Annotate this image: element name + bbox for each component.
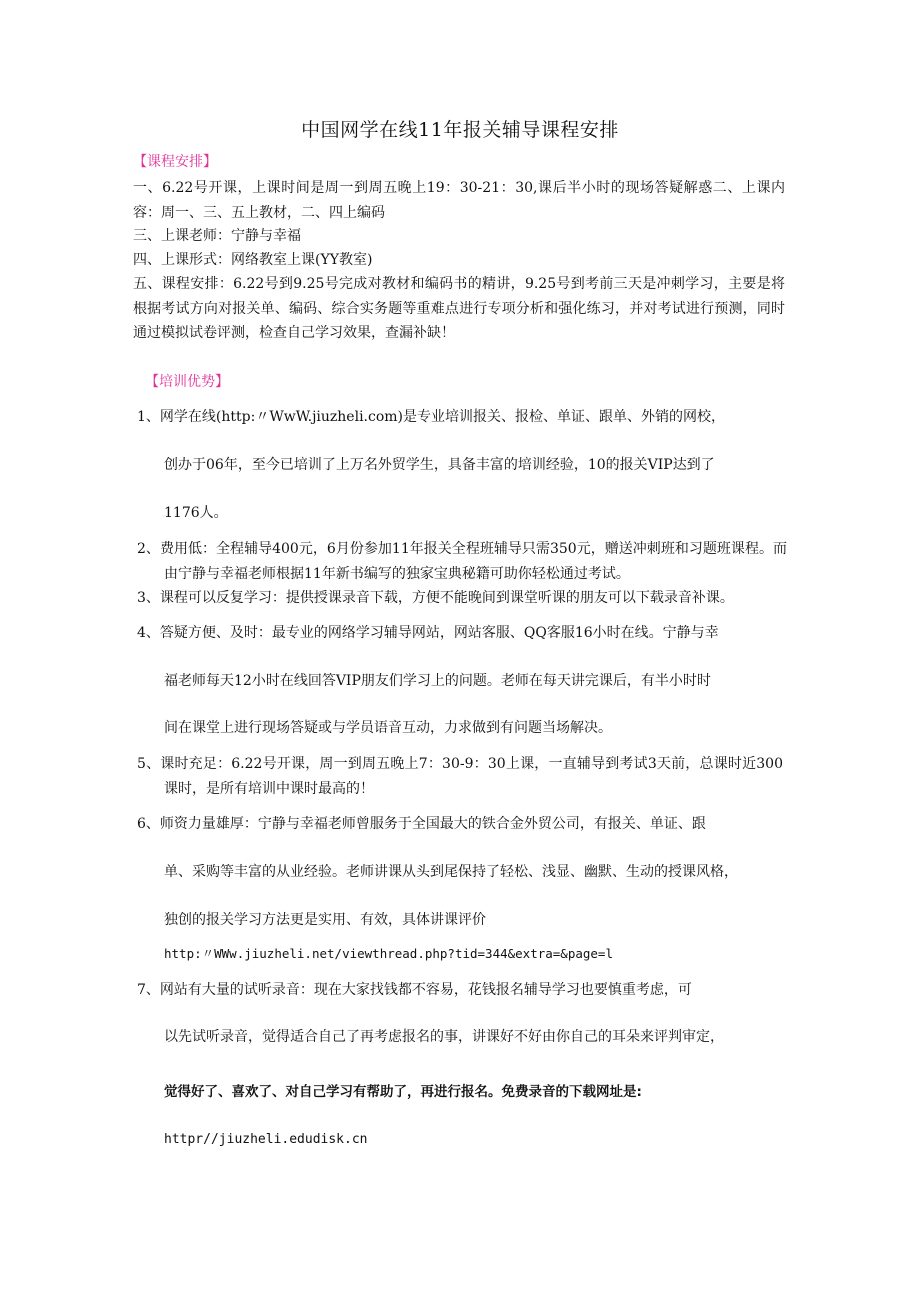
advantage-5 <box>137 752 783 801</box>
advantage-3: 3、课程可以反复学习：提供授课录音下载，方便不能晚间到课堂听课的朋友可以下载录音补课。 <box>137 590 734 606</box>
advantage-1-line-2: 创办于06年，至今已培训了上万名外贸学生，具备丰富的培训经验，10的报关VIP达到了 <box>164 457 715 473</box>
advantage-2 <box>137 537 787 586</box>
advantage-6-link[interactable]: http:〃WWw.jiuzheli.net/viewthread.php?tid=344&extra=&page=l <box>164 946 613 961</box>
advantage-6-line-1: 6、师资力量雄厚：宁静与幸福老师曾服务于全国最大的铁合金外贸公司，有报关、单证、跟 <box>137 816 706 832</box>
advantage-4-line-1: 4、答疑方便、及时：最专业的网络学习辅导网站，网站客服、QQ客服16小时在线。宁静与幸 <box>137 625 719 641</box>
advantage-4-line-2: 福老师每天12小时在线回答VIP朋友们学习上的问题。老师在每天讲完课后，有半小时时 <box>164 673 711 689</box>
advantage-5-text: 5、课时充足：6.22号开课，周一到周五晚上7：30-9：30上课，一直辅导到考试3天前，总课时近300课时，是所有培训中课时最高的！ <box>137 756 783 797</box>
advantage-1-line-1: 1、网学在线(http:〃WwW.jiuzheli.com)是专业培训报关、报检、单证、跟单、外销的网校， <box>137 409 726 425</box>
advantage-1-line-3: 1176人。 <box>164 505 228 521</box>
advantage-4-line-3: 间在课堂上进行现场答疑或与学员语音互动，力求做到有问题当场解决。 <box>164 720 612 736</box>
download-link[interactable]: httpr//jiuzheli.edudisk.cn <box>164 1132 368 1147</box>
advantage-7-line-1: 7、网站有大量的试听录音：现在大家找钱都不容易，花钱报名辅导学习也要慎重考虑，可 <box>137 982 692 998</box>
document-title: 中国网学在线11年报关辅导课程安排 <box>301 119 619 141</box>
schedule-item-1: 一、6.22号开课，上课时间是周一到周五晚上19：30-21：30,课后半小时的现场答疑解惑二、上课内容：周一、三、五上教材，二、四上编码 <box>133 180 785 221</box>
advantage-7-line-2: 以先试听录音，觉得适合自己了再考虑报名的事，讲课好不好由你自己的耳朵来评判审定， <box>164 1029 724 1045</box>
schedule-item-3: 三、上课老师：宁静与幸福 <box>133 228 301 244</box>
schedule-item-4: 四、上课形式：网络教室上课(YY教室) <box>133 252 373 268</box>
section-heading-schedule: 【课程安排】 <box>133 154 217 170</box>
advantage-2-text: 2、费用低：全程辅导400元，6月份参加11年报关全程班辅导只需350元，赠送冲刺班和习题班课程。而由宁静与幸福老师根据11年新书编写的独家宝典秘籍可助你轻松通过考试。 <box>137 541 787 582</box>
advantage-6-line-3: 独创的报关学习方法更是实用、有效，具体讲课评价 <box>164 912 486 928</box>
advantage-6-line-2: 单、采购等丰富的从业经验。老师讲课从头到尾保持了轻松、浅显、幽默、生动的授课风格， <box>164 864 738 880</box>
section-heading-advantages: 【培训优势】 <box>145 374 229 390</box>
schedule-item-5: 五、课程安排：6.22号到9.25号完成对教材和编码书的精讲，9.25号到考前三天是冲刺学习，主要是将根据考试方向对报关单、编码、综合实务题等重难点进行专项分析和强化练习，并对考试进行预测，同时通过模拟试卷评测，检查自己学习效果，查漏补缺！ <box>133 276 785 341</box>
advantage-7-line-3: 觉得好了、喜欢了、对自己学习有帮助了，再进行报名。免费录音的下载网址是: <box>164 1084 642 1100</box>
